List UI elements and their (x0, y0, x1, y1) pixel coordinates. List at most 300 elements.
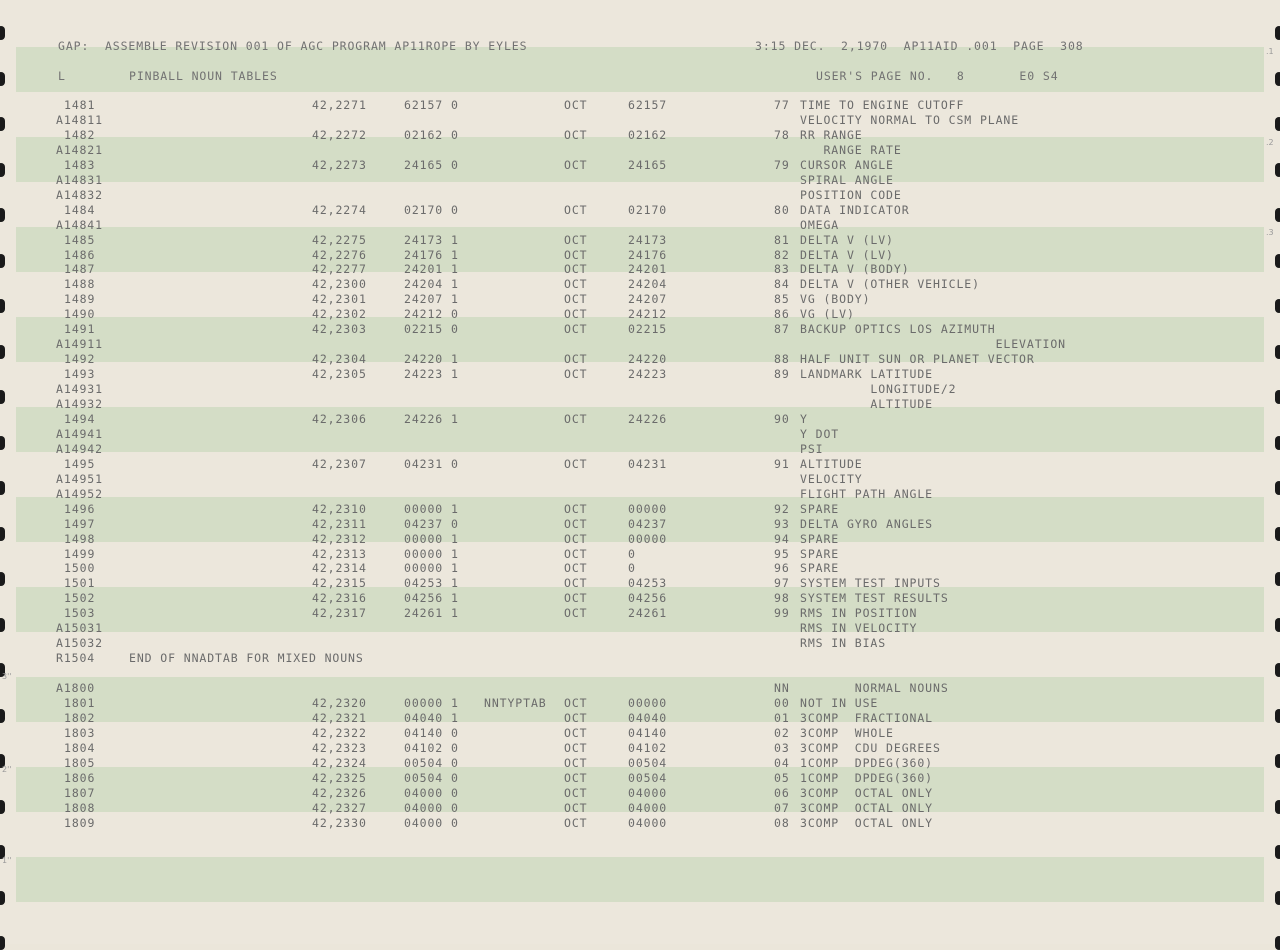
octal-code: 24165 0 (404, 158, 459, 172)
line-number: 1808 (64, 801, 96, 815)
feed-hole (0, 618, 5, 632)
operand: 24176 (628, 248, 668, 262)
feed-hole (1275, 117, 1280, 131)
opcode: OCT (564, 307, 588, 321)
octal-code: 62157 0 (404, 98, 459, 112)
octal-code: 04000 0 (404, 801, 459, 815)
noun-description: LANDMARK LATITUDE (800, 367, 934, 381)
address: 42,2277 (312, 262, 367, 276)
operand: 24204 (628, 277, 668, 291)
noun-number: 99 (774, 606, 790, 620)
line-number: 1491 (64, 322, 96, 336)
operand: 02215 (628, 322, 668, 336)
line-number: 1495 (64, 457, 96, 471)
header-l-mark: L (58, 69, 66, 83)
line-number: A14841 (56, 218, 103, 232)
opcode: OCT (564, 591, 588, 605)
noun-description: Y (800, 412, 808, 426)
feed-hole (1275, 618, 1280, 632)
noun-number: 86 (774, 307, 790, 321)
opcode: OCT (564, 711, 588, 725)
address: 42,2301 (312, 292, 367, 306)
line-number: 1482 (64, 128, 96, 142)
line-number: A14931 (56, 382, 103, 396)
line-number: A14821 (56, 143, 103, 157)
line-number: A1800 (56, 681, 96, 695)
operand: 0 (628, 561, 636, 575)
margin-mark-r1: .1 (1266, 47, 1274, 56)
noun-description: RMS IN POSITION (800, 606, 918, 620)
noun-number: 77 (774, 98, 790, 112)
feed-hole (0, 254, 5, 268)
octal-code: 00504 0 (404, 756, 459, 770)
operand: 0 (628, 547, 636, 561)
feed-hole (1275, 208, 1280, 222)
line-number: 1493 (64, 367, 96, 381)
noun-description: VELOCITY NORMAL TO CSM PLANE (800, 113, 1020, 127)
noun-number: 80 (774, 203, 790, 217)
line-number: A14952 (56, 487, 103, 501)
opcode: OCT (564, 322, 588, 336)
feed-hole (1275, 26, 1280, 40)
line-number: 1481 (64, 98, 96, 112)
noun-description: HALF UNIT SUN OR PLANET VECTOR (800, 352, 1035, 366)
operand: 24165 (628, 158, 668, 172)
line-number: 1503 (64, 606, 96, 620)
noun-number: 02 (774, 726, 790, 740)
octal-code: 00000 1 (404, 547, 459, 561)
opcode: OCT (564, 726, 588, 740)
address: 42,2326 (312, 786, 367, 800)
operand: 02170 (628, 203, 668, 217)
octal-code: 00000 1 (404, 502, 459, 516)
address: 42,2324 (312, 756, 367, 770)
address: 42,2273 (312, 158, 367, 172)
operand: 00504 (628, 771, 668, 785)
line-number: 1487 (64, 262, 96, 276)
octal-code: 24226 1 (404, 412, 459, 426)
operand: 24226 (628, 412, 668, 426)
opcode: OCT (564, 801, 588, 815)
noun-description: VG (LV) (800, 307, 855, 321)
operand: 24220 (628, 352, 668, 366)
noun-description: DELTA V (BODY) (800, 262, 910, 276)
octal-code: 24261 1 (404, 606, 459, 620)
address: 42,2312 (312, 532, 367, 546)
header-date-page: 3:15 DEC. 2,1970 AP11AID .001 PAGE 308 (755, 39, 1084, 53)
noun-number: 82 (774, 248, 790, 262)
operand: 04000 (628, 786, 668, 800)
noun-number: 92 (774, 502, 790, 516)
line-number: A14832 (56, 188, 103, 202)
noun-number: 83 (774, 262, 790, 276)
noun-description: SPIRAL ANGLE (800, 173, 894, 187)
feed-hole (0, 72, 5, 86)
octal-code: 02162 0 (404, 128, 459, 142)
address: 42,2302 (312, 307, 367, 321)
noun-description: VG (BODY) (800, 292, 871, 306)
operand: 04102 (628, 741, 668, 755)
feed-hole (0, 481, 5, 495)
noun-number: 93 (774, 517, 790, 531)
margin-mark-2in: 2'' (2, 765, 12, 774)
greenbar-band (16, 857, 1264, 902)
noun-number: 81 (774, 233, 790, 247)
opcode: OCT (564, 203, 588, 217)
noun-number: NN (774, 681, 790, 695)
feed-hole (0, 390, 5, 404)
line-number: 1496 (64, 502, 96, 516)
line-number: R1504 (56, 651, 96, 665)
noun-description: POSITION CODE (800, 188, 902, 202)
line-number: A15031 (56, 621, 103, 635)
operand: 62157 (628, 98, 668, 112)
octal-code: 04237 0 (404, 517, 459, 531)
noun-number: 96 (774, 561, 790, 575)
noun-number: 01 (774, 711, 790, 725)
octal-code: 24223 1 (404, 367, 459, 381)
octal-code: 24176 1 (404, 248, 459, 262)
noun-number: 03 (774, 741, 790, 755)
line-number: A14831 (56, 173, 103, 187)
noun-description: 3COMP CDU DEGREES (800, 741, 941, 755)
line-number: 1483 (64, 158, 96, 172)
feed-hole (1275, 72, 1280, 86)
noun-number: 85 (774, 292, 790, 306)
line-number: 1500 (64, 561, 96, 575)
octal-code: 04102 0 (404, 741, 459, 755)
noun-description: CURSOR ANGLE (800, 158, 894, 172)
operand: 00000 (628, 532, 668, 546)
noun-description: SYSTEM TEST INPUTS (800, 576, 941, 590)
noun-description: SPARE (800, 502, 840, 516)
feed-hole (0, 117, 5, 131)
line-number: A14951 (56, 472, 103, 486)
header-section-title: PINBALL NOUN TABLES (129, 69, 278, 83)
line-number: A14942 (56, 442, 103, 456)
feed-hole (1275, 663, 1280, 677)
feed-hole (0, 936, 5, 950)
noun-description: DELTA V (OTHER VEHICLE) (800, 277, 980, 291)
operand: 04253 (628, 576, 668, 590)
octal-code: 24173 1 (404, 233, 459, 247)
feed-hole (0, 527, 5, 541)
address: 42,2307 (312, 457, 367, 471)
operand: 00000 (628, 696, 668, 710)
noun-description: RMS IN BIAS (800, 636, 887, 650)
operand: 04000 (628, 816, 668, 830)
address: 42,2271 (312, 98, 367, 112)
noun-description: ELEVATION (800, 337, 1067, 351)
operand: 04237 (628, 517, 668, 531)
feed-hole (1275, 800, 1280, 814)
feed-hole (0, 800, 5, 814)
noun-description: ALTITUDE (800, 397, 934, 411)
line-number: 1494 (64, 412, 96, 426)
octal-code: 02170 0 (404, 203, 459, 217)
opcode: OCT (564, 547, 588, 561)
noun-number: 04 (774, 756, 790, 770)
opcode: OCT (564, 502, 588, 516)
address: 42,2327 (312, 801, 367, 815)
feed-hole (0, 345, 5, 359)
noun-description: 3COMP WHOLE (800, 726, 894, 740)
octal-code: 00504 0 (404, 771, 459, 785)
operand: 02162 (628, 128, 668, 142)
octal-code: 04253 1 (404, 576, 459, 590)
noun-description: OMEGA (800, 218, 840, 232)
octal-code: 00000 1 (404, 561, 459, 575)
noun-number: 94 (774, 532, 790, 546)
feed-hole (1275, 845, 1280, 859)
noun-number: 08 (774, 816, 790, 830)
noun-description: PSI (800, 442, 824, 456)
octal-code: 00000 1 (404, 532, 459, 546)
noun-description: RMS IN VELOCITY (800, 621, 918, 635)
address: 42,2321 (312, 711, 367, 725)
feed-hole (1275, 481, 1280, 495)
opcode: OCT (564, 352, 588, 366)
noun-number: 84 (774, 277, 790, 291)
noun-description: SPARE (800, 532, 840, 546)
feed-hole (1275, 572, 1280, 586)
margin-mark-1in: 1'' (2, 856, 12, 865)
octal-code: 24204 1 (404, 277, 459, 291)
line-number: A15032 (56, 636, 103, 650)
line-number: A14811 (56, 113, 103, 127)
opcode: OCT (564, 98, 588, 112)
noun-description: 3COMP OCTAL ONLY (800, 801, 934, 815)
noun-description: SYSTEM TEST RESULTS (800, 591, 949, 605)
line-number: 1488 (64, 277, 96, 291)
noun-description: 3COMP FRACTIONAL (800, 711, 934, 725)
noun-number: 07 (774, 801, 790, 815)
feed-hole (1275, 390, 1280, 404)
noun-description: SPARE (800, 561, 840, 575)
noun-description: 3COMP OCTAL ONLY (800, 786, 934, 800)
noun-number: 06 (774, 786, 790, 800)
octal-code: 24212 0 (404, 307, 459, 321)
octal-code: 04256 1 (404, 591, 459, 605)
feed-hole (0, 572, 5, 586)
noun-description: Y DOT (800, 427, 840, 441)
opcode: OCT (564, 248, 588, 262)
feed-hole (0, 163, 5, 177)
noun-description: VELOCITY (800, 472, 863, 486)
octal-code: 24220 1 (404, 352, 459, 366)
noun-description: DATA INDICATOR (800, 203, 910, 217)
feed-hole (1275, 709, 1280, 723)
line-number: 1492 (64, 352, 96, 366)
operand: 00000 (628, 502, 668, 516)
line-number: 1807 (64, 786, 96, 800)
opcode: OCT (564, 517, 588, 531)
address: 42,2303 (312, 322, 367, 336)
line-number: 1806 (64, 771, 96, 785)
address: 42,2272 (312, 128, 367, 142)
line-number: 1802 (64, 711, 96, 725)
feed-hole (1275, 299, 1280, 313)
remark-text: END OF NNADTAB FOR MIXED NOUNS (129, 651, 364, 665)
noun-description: RANGE RATE (800, 143, 902, 157)
line-number: 1499 (64, 547, 96, 561)
operand: 24207 (628, 292, 668, 306)
line-number: A14932 (56, 397, 103, 411)
margin-mark-3in: 3'' (2, 672, 12, 681)
address: 42,2306 (312, 412, 367, 426)
line-number: A14911 (56, 337, 103, 351)
octal-code: 00000 1 (404, 696, 459, 710)
line-number: 1497 (64, 517, 96, 531)
noun-description: SPARE (800, 547, 840, 561)
address: 42,2320 (312, 696, 367, 710)
line-number: 1809 (64, 816, 96, 830)
address: 42,2311 (312, 517, 367, 531)
line-number: 1801 (64, 696, 96, 710)
header-user-page: USER'S PAGE NO. 8 E0 S4 (816, 69, 1059, 83)
line-number: 1805 (64, 756, 96, 770)
feed-hole (1275, 345, 1280, 359)
noun-description: NOT IN USE (800, 696, 879, 710)
opcode: OCT (564, 457, 588, 471)
line-number: 1485 (64, 233, 96, 247)
opcode: OCT (564, 786, 588, 800)
address: 42,2310 (312, 502, 367, 516)
noun-description: BACKUP OPTICS LOS AZIMUTH (800, 322, 996, 336)
address: 42,2276 (312, 248, 367, 262)
opcode: OCT (564, 576, 588, 590)
line-number: 1501 (64, 576, 96, 590)
opcode: OCT (564, 367, 588, 381)
feed-hole (0, 299, 5, 313)
feed-hole (0, 208, 5, 222)
address: 42,2317 (312, 606, 367, 620)
octal-code: 24201 1 (404, 262, 459, 276)
opcode: OCT (564, 532, 588, 546)
address: 42,2304 (312, 352, 367, 366)
feed-hole (1275, 254, 1280, 268)
feed-hole (1275, 936, 1280, 950)
noun-description: FLIGHT PATH ANGLE (800, 487, 934, 501)
feed-hole (1275, 754, 1280, 768)
feed-hole (1275, 436, 1280, 450)
operand: 24261 (628, 606, 668, 620)
symbol-label: NNTYPTAB (484, 696, 547, 710)
feed-hole (1275, 891, 1280, 905)
feed-hole (0, 436, 5, 450)
feed-hole (1275, 163, 1280, 177)
opcode: OCT (564, 756, 588, 770)
octal-code: 04231 0 (404, 457, 459, 471)
address: 42,2313 (312, 547, 367, 561)
operand: 24223 (628, 367, 668, 381)
noun-description: RR RANGE (800, 128, 863, 142)
noun-number: 97 (774, 576, 790, 590)
opcode: OCT (564, 696, 588, 710)
noun-number: 88 (774, 352, 790, 366)
opcode: OCT (564, 262, 588, 276)
noun-number: 90 (774, 412, 790, 426)
octal-code: 02215 0 (404, 322, 459, 336)
line-number: 1489 (64, 292, 96, 306)
operand: 24173 (628, 233, 668, 247)
address: 42,2325 (312, 771, 367, 785)
operand: 04256 (628, 591, 668, 605)
feed-hole (1275, 527, 1280, 541)
address: 42,2315 (312, 576, 367, 590)
noun-number: 87 (774, 322, 790, 336)
noun-number: 00 (774, 696, 790, 710)
octal-code: 04040 1 (404, 711, 459, 725)
margin-mark-r3: .3 (1266, 228, 1274, 237)
feed-hole (0, 26, 5, 40)
noun-description: 1COMP DPDEG(360) (800, 771, 934, 785)
noun-description: DELTA V (LV) (800, 233, 894, 247)
octal-code: 04000 0 (404, 816, 459, 830)
operand: 04140 (628, 726, 668, 740)
noun-number: 05 (774, 771, 790, 785)
opcode: OCT (564, 606, 588, 620)
address: 42,2323 (312, 741, 367, 755)
feed-hole (0, 891, 5, 905)
operand: 04040 (628, 711, 668, 725)
line-number: 1484 (64, 203, 96, 217)
operand: 04231 (628, 457, 668, 471)
noun-description: DELTA V (LV) (800, 248, 894, 262)
address: 42,2275 (312, 233, 367, 247)
opcode: OCT (564, 277, 588, 291)
line-number: 1490 (64, 307, 96, 321)
address: 42,2316 (312, 591, 367, 605)
noun-number: 79 (774, 158, 790, 172)
address: 42,2305 (312, 367, 367, 381)
header-program-line: GAP: ASSEMBLE REVISION 001 OF AGC PROGRAM AP11ROPE BY EYLES (58, 39, 528, 53)
line-number: 1803 (64, 726, 96, 740)
margin-mark-r2: .2 (1266, 138, 1274, 147)
noun-description: NORMAL NOUNS (800, 681, 949, 695)
address: 42,2300 (312, 277, 367, 291)
operand: 00504 (628, 756, 668, 770)
octal-code: 24207 1 (404, 292, 459, 306)
address: 42,2314 (312, 561, 367, 575)
noun-description: 3COMP OCTAL ONLY (800, 816, 934, 830)
noun-number: 89 (774, 367, 790, 381)
line-number: A14941 (56, 427, 103, 441)
address: 42,2330 (312, 816, 367, 830)
octal-code: 04000 0 (404, 786, 459, 800)
opcode: OCT (564, 412, 588, 426)
noun-description: 1COMP DPDEG(360) (800, 756, 934, 770)
opcode: OCT (564, 158, 588, 172)
noun-description: DELTA GYRO ANGLES (800, 517, 934, 531)
operand: 04000 (628, 801, 668, 815)
noun-number: 98 (774, 591, 790, 605)
line-number: 1486 (64, 248, 96, 262)
octal-code: 04140 0 (404, 726, 459, 740)
noun-number: 95 (774, 547, 790, 561)
line-number: 1804 (64, 741, 96, 755)
opcode: OCT (564, 233, 588, 247)
address: 42,2274 (312, 203, 367, 217)
operand: 24212 (628, 307, 668, 321)
opcode: OCT (564, 741, 588, 755)
feed-hole (0, 709, 5, 723)
noun-description: ALTITUDE (800, 457, 863, 471)
operand: 24201 (628, 262, 668, 276)
opcode: OCT (564, 292, 588, 306)
noun-description: TIME TO ENGINE CUTOFF (800, 98, 965, 112)
noun-description: LONGITUDE/2 (800, 382, 957, 396)
